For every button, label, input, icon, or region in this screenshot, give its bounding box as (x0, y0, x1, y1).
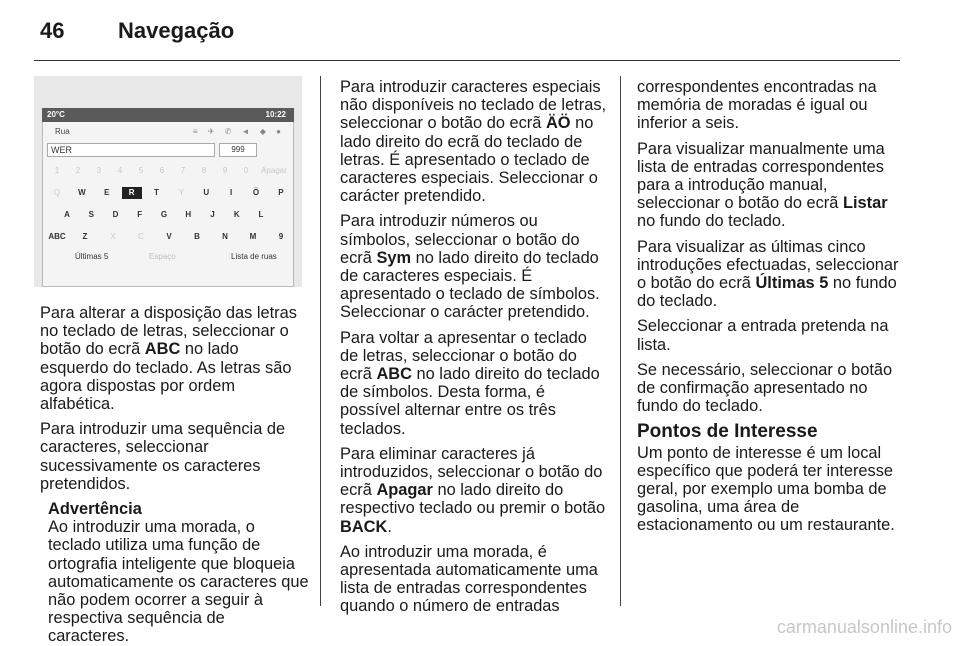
paragraph: Ao introduzir uma morada, é apresentada automaticamente uma lista de entradas correspondentes quando o número de entradas (340, 542, 598, 616)
key: 4 (117, 166, 123, 175)
paragraph: Para introduzir caracteres especiais não disponíveis no teclado de letras, seleccionar o botão do ecrã ÄÖ no lado direito do ecrã do teclado de letras. É apresentado o teclado de caracteres especiais. Seleccionar o carácter pretendido. (340, 78, 607, 206)
key: V (166, 232, 172, 241)
key: M (249, 232, 257, 241)
space-button: Espaço (149, 252, 176, 261)
key: G (160, 210, 168, 219)
key: 2 (75, 166, 81, 175)
key: L (258, 210, 264, 219)
paragraph: Se necessário, seleccionar o botão de confirmação apresentado no fundo do teclado. (637, 360, 893, 416)
match-count: 999 (219, 143, 257, 157)
paragraph: Um ponto de interesse é um local específico que poderá ter interesse geral, por exemplo uma bomba de gasolina, uma área de estacionamento ou um restaurante. (637, 443, 895, 535)
header-rule (34, 60, 900, 61)
paragraph: correspondentes encontradas na memória de moradas é igual ou inferior a seis. (637, 78, 877, 133)
key: F (137, 210, 143, 219)
keyboard-screen-illustration (34, 76, 302, 287)
temperature: 20°C (47, 110, 65, 119)
key: Ö (252, 188, 260, 197)
key: U (203, 188, 210, 197)
key: S (88, 210, 94, 219)
paragraph: Para voltar a apresentar o teclado de letras, seleccionar o botão do ecrã ABC no lado direito do teclado de símbolos. Desta forma, é possível alternar entre os três teclados. (340, 328, 600, 438)
abc-key: ABC (48, 232, 66, 241)
key: 6 (159, 166, 165, 175)
key: 0 (243, 166, 249, 175)
address-input: WER (47, 143, 215, 157)
field-label: Rua (55, 127, 70, 136)
key: D (112, 210, 119, 219)
paragraph: Seleccionar a entrada pretenda na lista. (637, 317, 889, 354)
key: B (194, 232, 200, 241)
status-bar (42, 108, 294, 122)
key-selected: R (122, 187, 142, 199)
paragraph: Para alterar a disposição das letras no teclado de letras, seleccionar o botão do ecrã ABC no lado esquerdo do teclado. As letras são agora dispostas por ordem alfabética. (40, 304, 297, 414)
paragraph: Para introduzir uma sequência de caracteres, seleccionar sucessivamente os caracteres pretendidos. (40, 420, 286, 493)
key-row-qwerty (47, 187, 291, 199)
last-five-button: Últimas 5 (75, 252, 109, 261)
key: C (138, 232, 144, 241)
key: Y (178, 188, 185, 197)
key-row-asdf (57, 209, 271, 221)
key: W (78, 188, 86, 197)
key: 7 (180, 166, 186, 175)
keyboard-screen (42, 108, 294, 287)
key: J (210, 210, 215, 219)
key-row-numbers (47, 165, 291, 177)
column-2 (340, 78, 608, 623)
key: P (278, 188, 284, 197)
section-heading: Pontos de Interesse (637, 421, 818, 443)
key-row-zxcv (47, 231, 291, 243)
chapter-title: Navegação (118, 18, 235, 43)
key: Q (53, 188, 61, 197)
key: 3 (96, 166, 102, 175)
street-list-button: Lista de ruas (231, 252, 277, 261)
warning-title: Advertência (48, 500, 142, 519)
paragraph: Para visualizar as últimas cinco introduções efectuadas, seleccionar o botão do ecrã Últimas 5 no fundo do teclado. (637, 237, 899, 311)
status-icons: ≡ ✈ ✆ ◄ ◆ ● (192, 127, 285, 136)
key: I (230, 188, 233, 197)
key: 9 (278, 232, 284, 241)
key: H (185, 210, 192, 219)
warning-text: Ao introduzir uma morada, o teclado utiliza uma função de ortografia inteligente que bloqueia automaticamente os caracteres que não podem ocorrer a seguir à respectiva sequência de caracteres. (48, 518, 309, 646)
paragraph: Para introduzir números ou símbolos, seleccionar o botão do ecrã Sym no lado direito do teclado de caracteres especiais. É apresentado o teclado de símbolos. Seleccionar o carácter pretendido. (340, 212, 600, 322)
column-1 (40, 304, 310, 646)
column-divider (620, 76, 621, 606)
clock: 10:22 (265, 110, 286, 119)
column-divider (320, 76, 321, 606)
key: 5 (138, 166, 144, 175)
key: 8 (201, 166, 207, 175)
paragraph: Para visualizar manualmente uma lista de entradas correspondentes para a introdução manual, seleccionar o botão do ecrã Listar no fundo do teclado. (637, 139, 888, 231)
key: 1 (54, 166, 60, 175)
key: A (64, 210, 70, 219)
key: E (104, 188, 110, 197)
paragraph: Para eliminar caracteres já introduzidos, seleccionar o botão do ecrã Apagar no lado direito do respectivo teclado ou premir o botão BACK. (340, 444, 606, 536)
page-header (34, 14, 924, 54)
key: K (233, 210, 240, 219)
warning-box (48, 500, 310, 646)
key: X (110, 232, 116, 241)
delete-key: Apagar (261, 166, 287, 175)
key: Z (82, 232, 88, 241)
page-number: 46 (40, 18, 65, 43)
watermark: carmanualsonline.info (776, 617, 952, 637)
column-3 (637, 78, 905, 542)
key: 9 (222, 166, 228, 175)
key: N (222, 232, 228, 241)
key: T (154, 188, 159, 197)
